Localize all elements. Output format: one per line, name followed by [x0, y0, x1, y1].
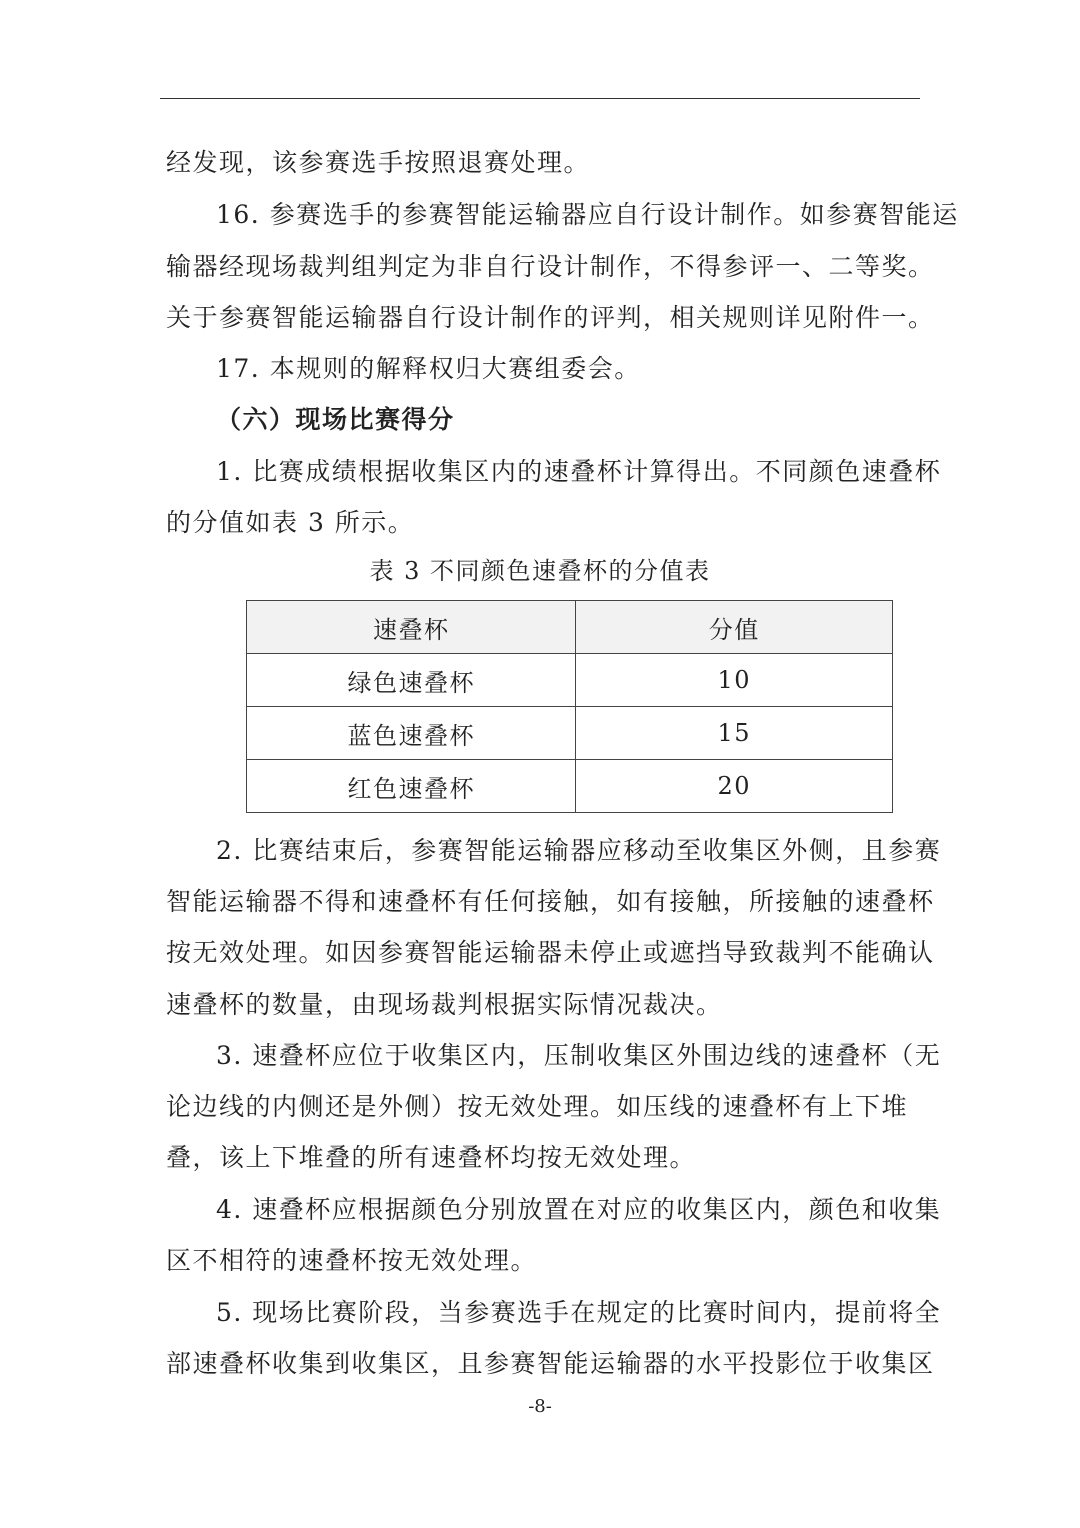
paragraph-line: 区不相符的速叠杯按无效处理。	[166, 1246, 538, 1275]
paragraph-line: 关于参赛智能运输器自行设计制作的评判，相关规则详见附件一。	[166, 303, 935, 332]
paragraph-line: 按无效处理。如因参赛智能运输器未停止或遮挡导致裁判不能确认	[166, 938, 935, 967]
paragraph-line: 1. 比赛成绩根据收集区内的速叠杯计算得出。不同颜色速叠杯	[216, 457, 942, 486]
paragraph-line: 2. 比赛结束后，参赛智能运输器应移动至收集区外侧，且参赛	[216, 836, 942, 865]
paragraph-line: 3. 速叠杯应位于收集区内，压制收集区外围边线的速叠杯（无	[216, 1041, 942, 1070]
paragraph-line: 叠，该上下堆叠的所有速叠杯均按无效处理。	[166, 1143, 697, 1172]
score-table	[246, 600, 893, 813]
header-rule	[160, 98, 920, 99]
paragraph-line: 速叠杯的数量，由现场裁判根据实际情况裁决。	[166, 990, 723, 1019]
cup-cell: 绿色速叠杯	[247, 654, 576, 707]
paragraph-line: 4. 速叠杯应根据颜色分别放置在对应的收集区内，颜色和收集	[216, 1195, 942, 1224]
paragraph-line: 17. 本规则的解释权归大赛组委会。	[216, 354, 641, 383]
table-caption: 表 3 不同颜色速叠杯的分值表	[369, 557, 711, 585]
paragraph-line: 部速叠杯收集到收集区，且参赛智能运输器的水平投影位于收集区	[166, 1349, 935, 1378]
score-cell: 10	[576, 654, 893, 707]
table-row	[247, 654, 893, 707]
page-number: -8-	[528, 1396, 552, 1417]
section-heading: （六）现场比赛得分	[216, 405, 455, 434]
paragraph-line: 智能运输器不得和速叠杯有任何接触，如有接触，所接触的速叠杯	[166, 887, 935, 916]
paragraph-line: 5. 现场比赛阶段，当参赛选手在规定的比赛时间内，提前将全	[216, 1298, 942, 1327]
table-row	[247, 707, 893, 760]
score-cell: 20	[576, 760, 893, 813]
table-header-row	[247, 601, 893, 654]
paragraph-line: 输器经现场裁判组判定为非自行设计制作，不得参评一、二等奖。	[166, 252, 935, 281]
cup-cell: 红色速叠杯	[247, 760, 576, 813]
paragraph-line: 论边线的内侧还是外侧）按无效处理。如压线的速叠杯有上下堆	[166, 1092, 909, 1121]
paragraph-line: 16. 参赛选手的参赛智能运输器应自行设计制作。如参赛智能运	[216, 200, 959, 229]
column-header-cup: 速叠杯	[247, 601, 576, 654]
paragraph-line: 的分值如表 3 所示。	[166, 508, 415, 537]
paragraph-line: 经发现，该参赛选手按照退赛处理。	[166, 148, 591, 177]
column-header-score: 分值	[576, 601, 893, 654]
score-cell: 15	[576, 707, 893, 760]
cup-cell: 蓝色速叠杯	[247, 707, 576, 760]
table-row	[247, 760, 893, 813]
